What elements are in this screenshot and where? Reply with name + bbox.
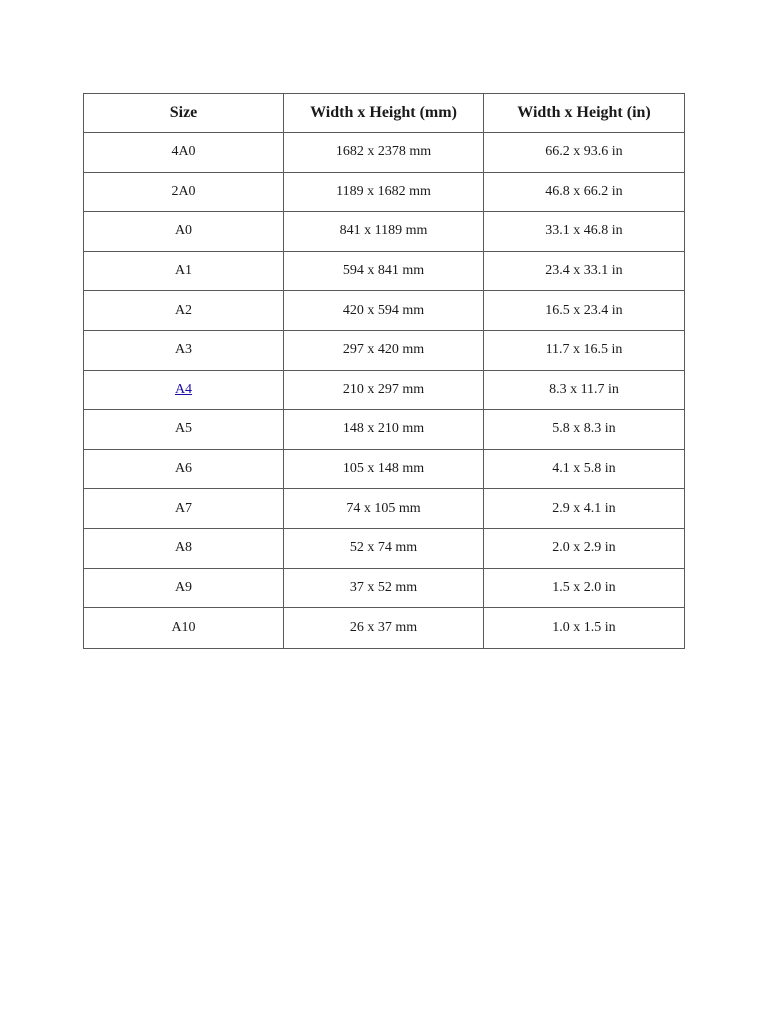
- cell-in: 1.5 x 2.0 in: [484, 568, 685, 608]
- table-row: [84, 528, 685, 568]
- table-row: [84, 330, 685, 370]
- cell-size: 2A0: [84, 172, 284, 212]
- cell-mm: 52 x 74 mm: [284, 528, 484, 568]
- table-row: [84, 410, 685, 450]
- cell-size: A0: [84, 212, 284, 252]
- table-row: [84, 370, 685, 410]
- cell-mm: 1682 x 2378 mm: [284, 133, 484, 173]
- cell-size: [84, 370, 284, 410]
- cell-size: A1: [84, 251, 284, 291]
- table-row: [84, 608, 685, 649]
- table-row: [84, 489, 685, 529]
- cell-mm: 74 x 105 mm: [284, 489, 484, 529]
- cell-in: 1.0 x 1.5 in: [484, 608, 685, 649]
- cell-mm: 1189 x 1682 mm: [284, 172, 484, 212]
- cell-size: A8: [84, 528, 284, 568]
- table-row: [84, 133, 685, 173]
- cell-in: 23.4 x 33.1 in: [484, 251, 685, 291]
- cell-size: A5: [84, 410, 284, 450]
- cell-mm: 105 x 148 mm: [284, 449, 484, 489]
- header-size: Size: [84, 94, 284, 133]
- cell-in: 46.8 x 66.2 in: [484, 172, 685, 212]
- table-row: [84, 449, 685, 489]
- cell-mm: 297 x 420 mm: [284, 330, 484, 370]
- header-in: Width x Height (in): [484, 94, 685, 133]
- cell-mm: 594 x 841 mm: [284, 251, 484, 291]
- cell-in: 2.0 x 2.9 in: [484, 528, 685, 568]
- a4-link[interactable]: A4: [174, 381, 193, 397]
- cell-in: 11.7 x 16.5 in: [484, 330, 685, 370]
- cell-mm: 420 x 594 mm: [284, 291, 484, 331]
- cell-size: A9: [84, 568, 284, 608]
- table-row: [84, 172, 685, 212]
- cell-in: 16.5 x 23.4 in: [484, 291, 685, 331]
- cell-size: A6: [84, 449, 284, 489]
- cell-mm: 210 x 297 mm: [284, 370, 484, 410]
- table-row: [84, 291, 685, 331]
- cell-size: A3: [84, 330, 284, 370]
- cell-size: A7: [84, 489, 284, 529]
- table-row: [84, 568, 685, 608]
- cell-in: 2.9 x 4.1 in: [484, 489, 685, 529]
- cell-mm: 148 x 210 mm: [284, 410, 484, 450]
- cell-in: 5.8 x 8.3 in: [484, 410, 685, 450]
- table-body: [84, 133, 685, 649]
- header-mm: Width x Height (mm): [284, 94, 484, 133]
- table-row: [84, 212, 685, 252]
- cell-in: 8.3 x 11.7 in: [484, 370, 685, 410]
- cell-size: A2: [84, 291, 284, 331]
- header-row: [84, 94, 685, 133]
- table-header: [84, 94, 685, 133]
- cell-size: 4A0: [84, 133, 284, 173]
- cell-mm: 26 x 37 mm: [284, 608, 484, 649]
- cell-in: 33.1 x 46.8 in: [484, 212, 685, 252]
- cell-mm: 841 x 1189 mm: [284, 212, 484, 252]
- cell-mm: 37 x 52 mm: [284, 568, 484, 608]
- cell-in: 66.2 x 93.6 in: [484, 133, 685, 173]
- cell-in: 4.1 x 5.8 in: [484, 449, 685, 489]
- cell-size: A10: [84, 608, 284, 649]
- table-row: [84, 251, 685, 291]
- paper-sizes-table: [83, 93, 685, 649]
